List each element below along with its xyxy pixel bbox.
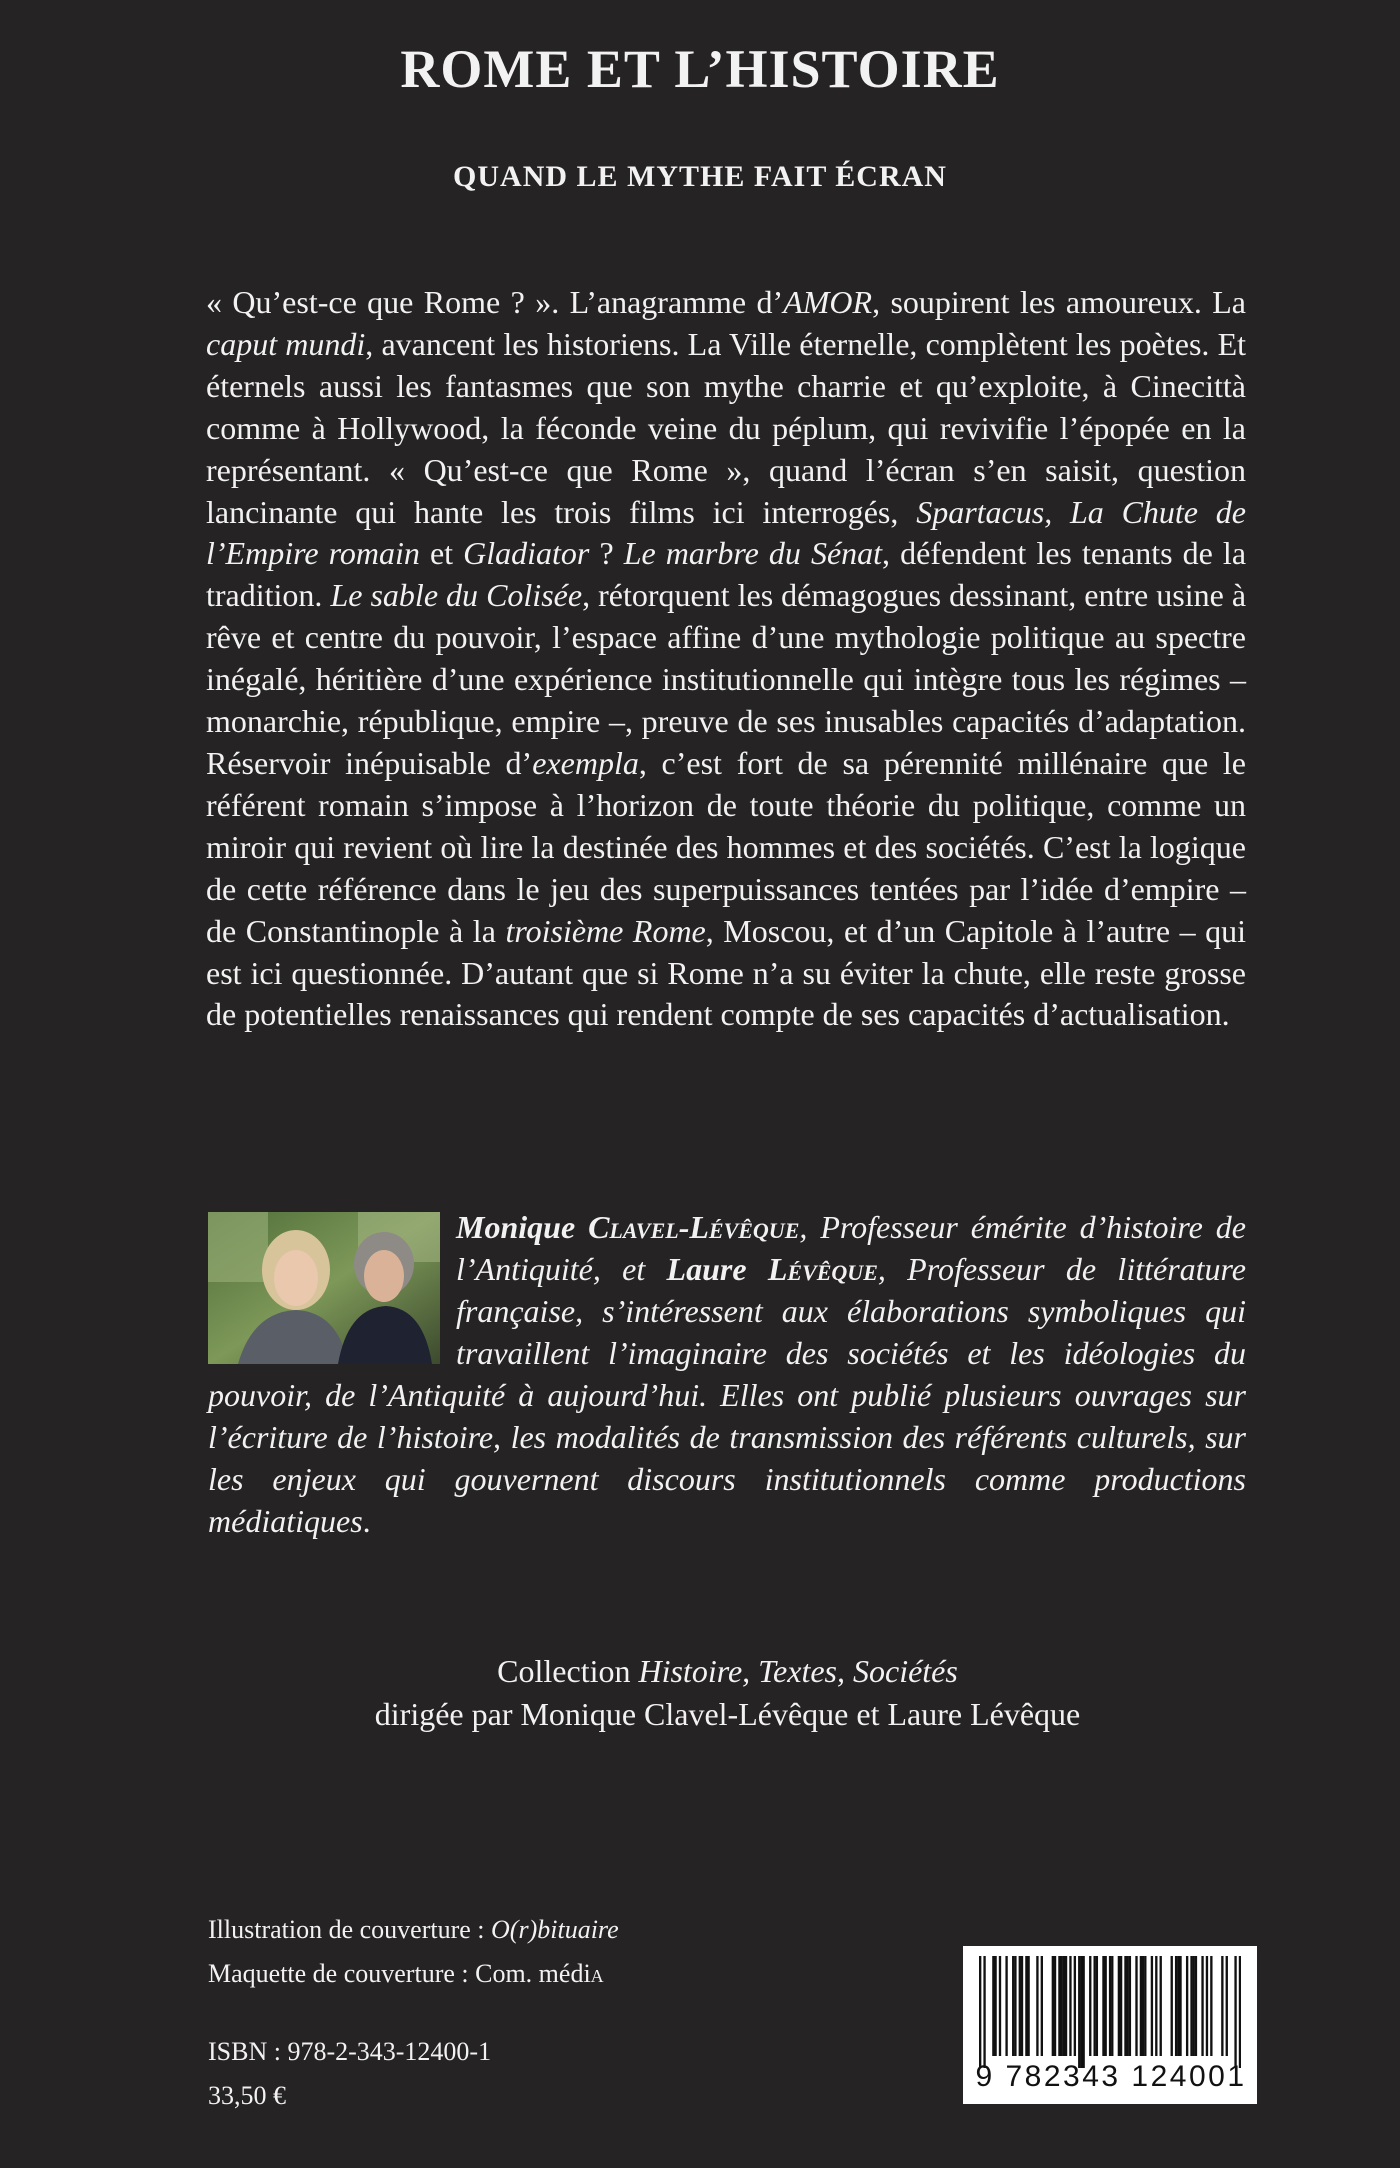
- barcode-bar: [1074, 1956, 1076, 2056]
- blurb-segment-12: , rétorquent les démagogues dessinant, entre usine à rêve et centre du pouvoir, l’espace affine d’une mythologie politique au spectre inégalé, héritière d’une expérience institutionnelle qui intègre tous les régimes – monarchie, république, empire –, preuve de ses inusables capacités d’adaptation. Réservoir inépuisable d’: [206, 577, 1247, 781]
- blurb-segment-10: , défendent les tenants de la tradition.: [206, 535, 1247, 614]
- barcode-bar: [1177, 1956, 1179, 2056]
- barcode-bar: [1109, 1956, 1111, 2056]
- barcode-bar: [1206, 1956, 1208, 2056]
- blurb-segment-3: caput mundi: [206, 325, 366, 362]
- barcode-bar: [1027, 1956, 1029, 2056]
- barcode-bar: [1089, 1956, 1091, 2056]
- barcode-bar: [1190, 1956, 1192, 2056]
- barcode-bar: [983, 1956, 985, 2068]
- blurb-segment-11: Le sable du Colisée: [330, 577, 583, 614]
- price: 33,50 €: [208, 2081, 286, 2110]
- blurb-segment-14: , c’est fort de sa pérennité millénaire que le référent romain s’impose à l’horizon de toute théorie du politique, comme un miroir qui revient où lire la destinée des hommes et des sociétés. C’est la logique de cette référence dans le jeu des superpuissances tentées par l’idée d’empire – de Constantinople à la: [206, 744, 1247, 949]
- barcode-bar: [1102, 1956, 1104, 2056]
- blurb-segment-16: , Moscou, et d’un Capitole à l’autre – qui est ici questionnée. D’autant que si Rome n’a su éviter la chute, elle reste grosse de potentielles renaissances qui rendent compte de ses capacités d’actualisation.: [206, 912, 1247, 1033]
- barcode-bar: [1036, 1956, 1038, 2056]
- blurb-segment-7: Gladiator: [463, 535, 590, 572]
- barcode-bar: [1093, 1956, 1095, 2056]
- blurb-segment-4: , avancent les historiens. La Ville éternelle, complètent les poètes. Et éternels aussi les fantasmes que son mythe charrie et qu’exploite, à Cinecittà comme à Hollywood, la féconde veine du péplum, qui revivifie l’épopée en la représentant. « Qu’est-ce que Rome », quand l’écran s’en saisit, question lancinante qui hante les trois films ici interrogés,: [206, 325, 1247, 530]
- maquette-small-caps: A: [590, 1966, 604, 1986]
- barcode-bar: [1019, 1956, 1021, 2056]
- blurb-segment-6: et: [419, 535, 464, 572]
- barcode-bar: [1069, 1956, 1071, 2056]
- barcode-bar: [1105, 1956, 1107, 2056]
- barcode-bar: [1201, 1956, 1203, 2056]
- photo-space: [208, 1206, 456, 1370]
- barcode-bar: [1155, 1956, 1157, 2056]
- illustration-label: Illustration de couverture :: [208, 1915, 492, 1944]
- blurb-segment-15: troisième Rome: [505, 912, 706, 949]
- barcode-bar: [1078, 1956, 1080, 2068]
- barcode-bar: [1179, 1956, 1181, 2056]
- isbn-price: [208, 2030, 491, 2118]
- blurb-segment-5: Spartacus, La Chute de l’Empire romain: [206, 493, 1247, 572]
- barcode-bar: [1058, 1956, 1060, 2056]
- barcode-bar: [1005, 1956, 1007, 2056]
- cover-credits: [208, 1908, 619, 1998]
- barcode-bar: [1118, 1956, 1120, 2056]
- barcode-bar: [1096, 1956, 1098, 2056]
- author1-last: Clavel-Lévêque: [588, 1209, 800, 1245]
- blurb-segment-8: ?: [589, 535, 624, 572]
- back-cover-blurb: [206, 282, 1246, 1036]
- barcode-bar: [1151, 1956, 1153, 2056]
- barcode-bar: [1041, 1956, 1043, 2056]
- barcode-bar: [1234, 1956, 1236, 2068]
- barcode-bar: [1014, 1956, 1016, 2056]
- barcode-bar: [1021, 1956, 1023, 2056]
- barcode-bar: [994, 1956, 996, 2056]
- barcode-bar: [1226, 1956, 1228, 2056]
- blurb-segment-13: exempla: [532, 744, 639, 781]
- barcode-bar: [1129, 1956, 1131, 2056]
- author2-last: Lévêque: [767, 1251, 878, 1287]
- barcode-digits: 9 782343 124001: [975, 2060, 1247, 2093]
- maquette-label: Maquette de couverture : Com. médi: [208, 1959, 591, 1988]
- collection-name: Histoire, Textes, Sociétés: [638, 1653, 958, 1689]
- barcode-bar: [1065, 1956, 1067, 2056]
- authors-bio: [208, 1206, 1246, 1542]
- barcode-bar: [1080, 1956, 1082, 2068]
- bio-text-2: , Professeur de littérature française, s’intéressent aux élaborations symboliques qui travaillent l’imaginaire des sociétés et les idéologies du pouvoir, de l’Antiquité à aujourd’hui. Elles ont publié plusieurs ouvrages sur l’écriture de l’histoire, les modalités de transmission des référents culturels, sur les enjeux qui gouvernent discours institutionnels comme productions médiatiques: [208, 1251, 1247, 1539]
- barcode-bar: [1144, 1956, 1146, 2056]
- barcode-bars: [979, 1956, 1241, 2068]
- barcode-bar: [1025, 1956, 1027, 2056]
- barcode-bar: [1063, 1956, 1065, 2056]
- barcode-bar: [1193, 1956, 1195, 2056]
- barcode: [963, 1946, 1257, 2104]
- collection-directors: dirigée par Monique Clavel-Lévêque et Laure Lévêque: [374, 1696, 1081, 1732]
- barcode-bar: [1127, 1956, 1129, 2056]
- barcode-bar: [1195, 1956, 1197, 2056]
- illustration-value: O(r)bituaire: [491, 1915, 619, 1944]
- barcode-bar: [999, 1956, 1001, 2056]
- barcode-bar: [1052, 1956, 1054, 2056]
- author2-first: Laure: [666, 1251, 768, 1287]
- barcode-bar: [1239, 1956, 1241, 2068]
- blurb-segment-9: Le marbre du Sénat: [623, 535, 883, 572]
- barcode-bar: [1012, 1956, 1014, 2056]
- isbn: ISBN : 978-2-343-12400-1: [208, 2037, 492, 2066]
- barcode-bar: [1054, 1956, 1056, 2056]
- barcode-bar: [1060, 1956, 1062, 2056]
- collection-prefix: Collection: [497, 1653, 639, 1689]
- barcode-bar: [992, 1956, 994, 2056]
- barcode-bar: [1171, 1956, 1173, 2056]
- author1-first: Monique: [456, 1209, 589, 1245]
- blurb-segment-0: « Qu’est-ce que Rome ? ». L’anagramme d’: [206, 284, 784, 320]
- blurb-segment-1: AMOR: [783, 284, 873, 320]
- barcode-bar: [1221, 1956, 1223, 2056]
- barcode-bar: [1160, 1956, 1162, 2056]
- barcode-bar: [1124, 1956, 1126, 2056]
- barcode-bar: [979, 1956, 981, 2068]
- barcode-bar: [1120, 1956, 1122, 2056]
- barcode-bar: [1140, 1956, 1142, 2056]
- barcode-bar: [1186, 1956, 1188, 2056]
- barcode-bar: [1135, 1956, 1137, 2056]
- barcode-bar: [1082, 1956, 1084, 2068]
- book-title: ROME ET L’HISTOIRE: [400, 39, 1000, 99]
- bio-text-end: .: [362, 1503, 371, 1539]
- bio-text-1: , Professeur émérite d’histoire de l’Antiquité, et: [456, 1209, 1246, 1287]
- collection-info: [0, 1650, 1400, 1736]
- barcode-bar: [1175, 1956, 1177, 2056]
- barcode-bar: [1210, 1956, 1212, 2056]
- barcode-bar: [1111, 1956, 1113, 2056]
- blurb-segment-2: , soupirent les amoureux. La: [872, 284, 1247, 320]
- book-subtitle: QUAND LE MYTHE FAIT ÉCRAN: [453, 160, 947, 193]
- barcode-bar: [1142, 1956, 1144, 2056]
